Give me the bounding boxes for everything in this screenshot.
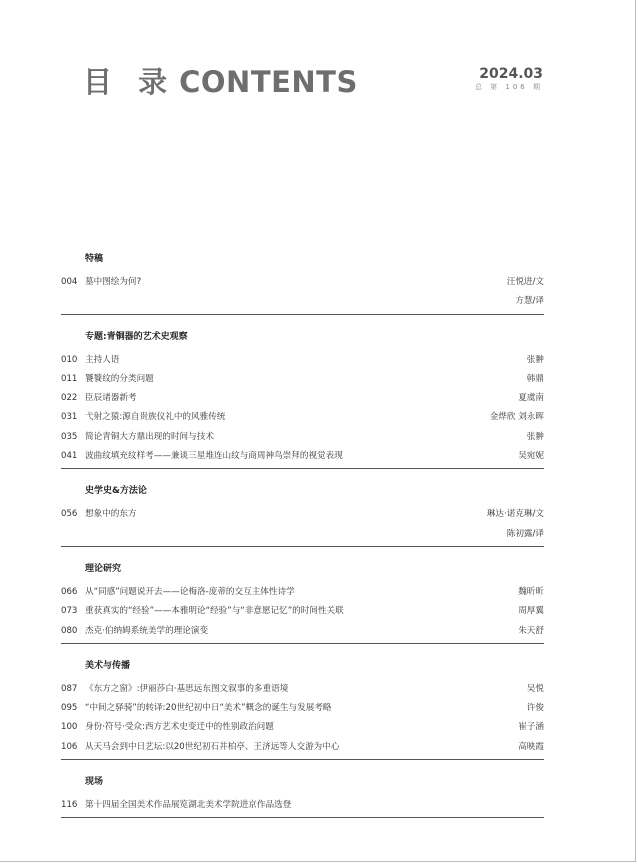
- page-number: 010: [61, 354, 78, 365]
- toc-entry[interactable]: [61, 447, 544, 466]
- toc-entry[interactable]: [61, 738, 544, 757]
- page-number: 004: [61, 277, 78, 287]
- toc-entry[interactable]: [61, 351, 544, 370]
- toc-entry[interactable]: [61, 389, 544, 408]
- article-author: 张翀: [526, 431, 544, 442]
- table-of-contents: [61, 252, 544, 833]
- article-author: 夏虞南: [518, 393, 544, 404]
- toc-entry[interactable]: [61, 718, 544, 737]
- issue-number: 总 第 106 期: [474, 83, 543, 91]
- section-title: 美术与传播: [85, 660, 131, 671]
- article-title: “中间之驿骑”的转译:20世纪初中日“美术”概念的诞生与发展考略: [85, 703, 332, 714]
- article-author: 崔子涵: [518, 722, 544, 733]
- article-author: 金烨欣 刘永晖: [489, 412, 544, 423]
- page-number: 022: [61, 393, 78, 404]
- section-title: 史学史&方法论: [85, 486, 147, 497]
- toc-section: [61, 484, 544, 547]
- toc-entry[interactable]: [61, 622, 544, 641]
- article-title: 臣辰诸器新考: [85, 393, 137, 404]
- toc-entry[interactable]: [61, 602, 544, 621]
- contents-heading-en: CONTENTS: [179, 65, 358, 99]
- article-author: 琳达·诺克琳/文 陈初露/译: [486, 509, 544, 539]
- toc-entry[interactable]: [61, 370, 544, 389]
- page-number: 106: [61, 741, 78, 752]
- page-number: 041: [61, 451, 78, 462]
- page-number: 116: [61, 800, 78, 811]
- toc-section: [61, 252, 544, 315]
- article-author: 吴宛妮: [518, 451, 544, 462]
- article-author: 汪悦进/文 方慧/译: [506, 277, 544, 307]
- toc-section: [61, 659, 544, 760]
- article-title: 主持人语: [85, 354, 120, 365]
- article-title: 重获真实的“经验”——本雅明论“经验”与“非意愿记忆”的时间性关联: [85, 606, 344, 617]
- section-title: 理论研究: [85, 563, 122, 574]
- contents-heading-cn: 目 录: [83, 65, 176, 99]
- article-title: 想象中的东方: [85, 509, 137, 520]
- page-number: 087: [61, 683, 78, 694]
- page-number: 080: [61, 625, 78, 636]
- article-author: 魏昕昕: [518, 586, 544, 597]
- article-title: 杰克·伯纳姆系统美学的理论演变: [85, 625, 209, 636]
- section-title: 特稿: [85, 254, 104, 264]
- article-title: 《东方之窗》:伊丽莎白·基思远东图文叙事的多重语境: [85, 683, 289, 694]
- article-title: 第十四届全国美术作品展览湖北美术学院进京作品选登: [85, 800, 292, 811]
- article-title: 墓中图绘为何?: [85, 277, 142, 287]
- article-author: 韩鼎: [526, 373, 544, 384]
- toc-entry[interactable]: [61, 583, 544, 602]
- article-title: 从天马会到中日艺坛:以20世纪初石井柏亭、王济远等人交游为中心: [85, 741, 340, 752]
- toc-entry[interactable]: [61, 505, 544, 544]
- section-title: 专题:青铜器的艺术史观察: [85, 331, 188, 342]
- toc-section: [61, 562, 544, 644]
- article-author: 周厚翼: [518, 606, 544, 617]
- toc-entry[interactable]: [61, 428, 544, 447]
- article-title: 简论青铜大方鼎出现的时间与技术: [85, 431, 214, 442]
- toc-entry[interactable]: [61, 273, 544, 312]
- page-number: 031: [61, 412, 78, 423]
- article-author: 高映霞: [518, 741, 544, 752]
- issue-date: 2024.03: [479, 66, 543, 82]
- article-author: 朱天舒: [518, 625, 544, 636]
- page-number: 095: [61, 703, 78, 714]
- page-number: 035: [61, 431, 78, 442]
- section-title: 现场: [85, 777, 104, 788]
- page-number: 100: [61, 722, 78, 733]
- contents-heading: [83, 60, 358, 101]
- toc-entry[interactable]: [61, 680, 544, 699]
- article-title: 身份·符号·受众:西方艺术史变迁中的性别政治问题: [85, 722, 274, 733]
- article-title: 弋射之猿:源自贵族仪礼中的风雅传统: [85, 412, 226, 423]
- toc-section: [61, 330, 544, 470]
- article-title: 波曲纹填充纹样考——兼谈三星堆连山纹与商周神鸟崇拜的视觉表现: [85, 451, 343, 462]
- page-number: 056: [61, 509, 78, 520]
- toc-section: [61, 775, 544, 818]
- page-number: 066: [61, 586, 78, 597]
- toc-entry[interactable]: [61, 796, 544, 815]
- page-number: 011: [61, 373, 78, 384]
- article-author: 许俊: [526, 703, 544, 714]
- toc-entry[interactable]: [61, 408, 544, 427]
- article-title: 从“同感”问题说开去——论梅洛-庞蒂的交互主体性诗学: [85, 586, 295, 597]
- article-title: 饕餮纹的分类问题: [85, 373, 154, 384]
- article-author: 张翀: [526, 354, 544, 365]
- article-author: 吴悦: [526, 683, 544, 694]
- toc-entry[interactable]: [61, 699, 544, 718]
- page-number: 073: [61, 606, 78, 617]
